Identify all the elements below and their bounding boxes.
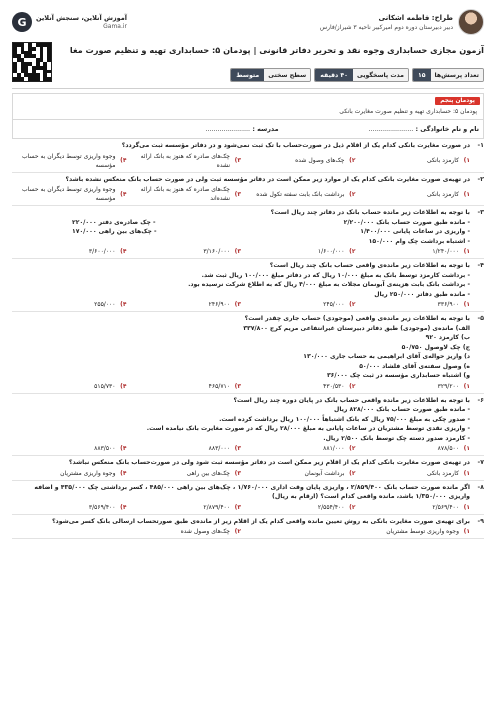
option-4[interactable]	[12, 382, 127, 391]
option-number: ۴)	[120, 248, 127, 255]
question-head	[12, 208, 484, 218]
option-text: برداشت بانک بابت سفته تکول شده	[256, 190, 345, 198]
data-line-right: - واریزی در ساعات پایانی ۱/۴۰۰/۰۰۰	[360, 228, 470, 235]
option-text: کارمزد بانکی	[426, 469, 459, 477]
option-text: ۳۳۶/۹۰۰	[437, 301, 459, 308]
option-2[interactable]	[241, 300, 356, 309]
option-4[interactable]	[12, 185, 127, 203]
question-4	[12, 259, 484, 312]
option-2[interactable]	[241, 247, 356, 256]
option-number: ۲)	[349, 445, 356, 452]
student-name-fill: ......................	[368, 125, 414, 133]
option-3[interactable]	[127, 382, 242, 391]
option-text: کارمزد بانکی	[426, 157, 459, 164]
option-text: ۸۸۳/۵۰۰	[94, 445, 116, 452]
school-fill: ......................	[205, 125, 251, 133]
data-line: و) اشتباه حسابداری مؤسسه در ثبت چک ۳۶/۰۰۰	[326, 372, 470, 379]
option-4[interactable]	[12, 247, 127, 256]
question-text: برای تهیه‌ی صورت مغایرت بانکی به روش تعیین مانده واقعی کدام یک از اقلام زیر از مانده‌ی طبق صورتحساب ارسالی بانک کسر می‌شود؟	[51, 517, 470, 525]
author-name: طراح: فاطمه اشکانی	[378, 13, 453, 22]
option-3[interactable]	[127, 469, 242, 478]
data-line-right: - مانده طبق صورت حساب بانک ۲/۲۰۰/۰۰۰	[343, 218, 470, 226]
data-line: - برداشت بانک بابت هزینه‌ی آبونمان مجلات به مبلغ ۴/۰۰۰ ریال که به اطلاع شرکت نرسیده بود.	[188, 281, 470, 288]
option-number: ۳)	[234, 248, 241, 255]
option-number: ۲)	[349, 469, 356, 477]
option-1[interactable]	[356, 469, 471, 478]
stat-1	[314, 68, 409, 82]
question-text: با توجه به اطلاعات زیر مانده واقعی حساب بانک در پایان دوره چند ریال است؟	[233, 396, 470, 404]
option-text: ۵۱۵/۷۳۰	[94, 382, 116, 390]
option-2[interactable]	[241, 185, 356, 203]
data-line-left: - چک صادره‌ی دفتر ۲۲۰/۰۰۰	[72, 218, 156, 226]
option-number: ۲)	[349, 382, 356, 390]
option-text: چک‌های صادره که هنوز به بانک ارائه نشده	[140, 152, 230, 169]
option-4[interactable]	[12, 444, 127, 453]
option-text: ۲۴۶/۹۰۰	[208, 301, 230, 308]
question-text: در تهیه‌ی صورت مغایرت بانکی کدام یک از موارد زیر ممکن است در دفاتر مؤسسه ثبت ولی در صورت حساب بانک منعکس نشده باشد؟	[65, 175, 470, 183]
student-name-label: نام و نام خانوادگی :	[415, 125, 479, 133]
option-number: ۳)	[234, 157, 241, 164]
option-number: ۳)	[234, 301, 241, 308]
data-line	[12, 218, 484, 228]
option-4[interactable]	[12, 300, 127, 309]
question-head	[12, 175, 484, 185]
question-number: ۸-	[477, 482, 484, 491]
question-text: اگر مانده صورت حساب بانک ۲/۸۵۹/۴۰۰ ، واریزی پایان وقت اداری ۱/۷۶۰/۰۰۰ ، چک‌های بین راهی ۴۸۵/۰۰۰ ، کسر برداشتی چک ۴۳۵/۰۰۰ و اضافه واریزی ۱/۳۵۰/۰۰۰ باشد، مانده واقعی کدام است؟ (ارقام به ریال)	[34, 483, 470, 500]
data-line: الف) مانده‌ی (موجودی) طبق دفاتر دبیرستان غیرانتفاعی مریم کرج ۳۳۷/۸۰۰	[243, 324, 470, 332]
option-1[interactable]	[356, 152, 471, 170]
question-head	[12, 141, 484, 151]
option-3[interactable]	[127, 152, 242, 170]
question-9	[12, 515, 484, 540]
question-head	[12, 261, 484, 271]
question-head	[12, 483, 484, 502]
divider	[12, 88, 484, 89]
option-text: وجوه واریزی توسط دیگران به حساب مؤسسه	[22, 152, 116, 169]
option-4[interactable]	[12, 503, 127, 512]
data-line: - صدور چکی به مبلغ ۷۵/۰۰۰ ریال که بانک اشتباهاً ۱۰۰/۰۰۰ ریال برداشت کرده است.	[219, 415, 470, 423]
question-3	[12, 206, 484, 259]
option-3[interactable]	[127, 300, 242, 309]
option-number: ۲)	[349, 503, 356, 511]
option-text: ۲۴۵/۰۰۰	[323, 301, 345, 308]
exam-title: آزمون مجازی حسابداری وجوه نقد و تحریر دفاتر قانونی | پودمان ۵: حسابداری تهیه و تنظیم صورت مغا	[69, 45, 484, 55]
question-list	[12, 139, 484, 539]
author-text	[320, 14, 453, 31]
option-number: ۳)	[234, 469, 241, 477]
option-number: ۴)	[120, 157, 127, 164]
option-text: برداشت آبونمان	[304, 469, 345, 477]
options	[12, 503, 484, 512]
section-tag: پودمان پنجم	[435, 97, 480, 105]
question-number: ۶-	[477, 395, 484, 404]
option-number: ۱)	[463, 157, 470, 164]
question-text: با توجه به اطلاعات زیر مانده‌ی واقعی (موجودی) حساب جاری چقدر است؟	[244, 315, 470, 322]
question-number: ۵-	[477, 314, 484, 322]
option-number: ۲)	[234, 528, 241, 535]
option-3[interactable]	[127, 444, 242, 453]
option-1[interactable]	[241, 527, 470, 536]
brand-block	[12, 12, 127, 32]
option-2[interactable]	[241, 152, 356, 170]
option-4[interactable]	[12, 469, 127, 478]
option-text: ۴۳۰/۵۳۰	[323, 382, 345, 390]
stat-0	[412, 68, 484, 82]
question-8	[12, 481, 484, 515]
option-text: ۳/۶۰۰/۰۰۰	[88, 248, 116, 255]
option-2[interactable]	[12, 527, 241, 536]
option-text: ۲/۸۷۹/۴۰۰	[203, 503, 230, 511]
data-line: - مانده طبق صورت حساب بانک ۸۲۸/۰۰۰ ریال	[334, 406, 470, 413]
option-3[interactable]	[127, 247, 242, 256]
question-text: با توجه به اطلاعات زیر مانده حساب بانک در دفاتر چند ریال است؟	[270, 209, 470, 216]
stat-label: تعداد پرسش‌ها	[431, 69, 483, 81]
option-number: ۴)	[120, 301, 127, 308]
option-text: ۸۸۳/۰۰۰	[208, 445, 230, 452]
option-2[interactable]	[241, 444, 356, 453]
data-line: ج) چک لاوصول ۵۰/۷۵۰	[401, 343, 470, 351]
option-number: ۴)	[120, 382, 127, 390]
option-2[interactable]	[241, 382, 356, 391]
option-text: وجوه واریزی مشتریان	[60, 469, 116, 477]
option-text: چک‌های صادره که هنوز به بانک ارائه نشده‌اند	[140, 186, 230, 202]
brand-site: Gama.ir	[103, 23, 128, 30]
question-number: ۴-	[477, 261, 484, 269]
option-number: ۴)	[120, 445, 127, 452]
option-number: ۳)	[234, 382, 241, 390]
question-head	[12, 314, 484, 324]
option-2[interactable]	[241, 503, 356, 512]
option-number: ۱)	[463, 190, 470, 198]
option-3[interactable]	[127, 503, 242, 512]
question-text: با توجه به اطلاعات زیر مانده‌ی واقعی حساب بانک چند ریال است؟	[269, 262, 470, 269]
brand-logo-icon: G	[12, 12, 32, 32]
stat-value: متوسط	[231, 69, 264, 81]
data-line	[12, 237, 484, 247]
option-number: ۱)	[463, 248, 470, 255]
option-number: ۳)	[234, 503, 241, 511]
option-text: چک‌های وصول شده	[295, 157, 345, 164]
option-4[interactable]	[12, 152, 127, 170]
option-3[interactable]	[127, 185, 242, 203]
question-7	[12, 456, 484, 481]
question-head	[12, 517, 484, 527]
option-text: ۳/۵۶۹/۴۰۰	[88, 503, 116, 511]
question-5	[12, 312, 484, 394]
question-head	[12, 458, 484, 468]
option-2[interactable]	[241, 469, 356, 478]
option-number: ۱)	[463, 469, 470, 477]
option-number: ۳)	[234, 445, 241, 452]
option-number: ۴)	[120, 469, 127, 477]
qr-code-icon	[12, 42, 52, 82]
data-line: د) واریز حواله‌ی آقای ابراهیمی به حساب جاری ۱۳۰/۰۰۰	[303, 353, 470, 360]
option-text: کارمزد بانکی	[426, 190, 459, 198]
option-text: ۲/۵۵۴/۴۰۰	[317, 503, 345, 511]
data-line: - کارمزد صدور دسته چک توسط بانک ۲/۵۰۰ ریال.	[323, 434, 470, 442]
stat-label: سطح سختی	[264, 69, 310, 81]
option-number: ۴)	[120, 503, 127, 511]
brand-text	[36, 14, 127, 30]
option-number: ۲)	[349, 157, 356, 164]
option-number: ۱)	[463, 382, 470, 390]
options	[12, 247, 484, 256]
question-text: در تهیه‌ی صورت مغایرت بانکی کدام یک از اقلام زیر ممکن است در دفاتر مؤسسه ثبت شود ولی در صورت‌حساب بانک منعکس نباشد؟	[68, 459, 470, 466]
option-number: ۳)	[234, 190, 241, 198]
option-text: ۳۲۹/۲۰۰	[437, 382, 459, 390]
data-line	[12, 227, 484, 237]
options	[12, 382, 484, 391]
options	[12, 469, 484, 478]
option-1[interactable]	[356, 247, 471, 256]
option-text: ۱/۲۴۰/۰۰۰	[432, 248, 459, 255]
data-line-right: - اشتباه برداشت چک وام ۱۵۰/۰۰۰	[368, 237, 470, 245]
option-text: وجوه واریزی توسط دیگران به حساب مؤسسه	[22, 186, 116, 202]
option-text: ۳/۱۶۰/۰۰۰	[203, 248, 230, 255]
option-1[interactable]	[356, 444, 471, 453]
question-2	[12, 173, 484, 207]
option-number: ۴)	[120, 190, 127, 198]
author-block	[320, 9, 484, 35]
school-field[interactable]	[205, 125, 278, 133]
option-text: ۱/۶۰۰/۰۰۰	[317, 248, 345, 255]
question-head	[12, 396, 484, 406]
option-text: ۴۶۵/۷۱۰	[208, 382, 230, 390]
stat-2	[230, 68, 311, 82]
option-1[interactable]	[356, 185, 471, 203]
school-label: مدرسه :	[252, 125, 279, 133]
options	[12, 444, 484, 453]
option-number: ۱)	[463, 301, 470, 308]
stat-value: ۴۰ دقیقه	[315, 69, 353, 81]
brand-name: آموزش آنلاین، سنجش آنلاین	[36, 14, 128, 22]
section-box	[12, 93, 484, 120]
option-1[interactable]	[356, 503, 471, 512]
options	[12, 185, 484, 203]
data-line: - واریزی نقدی توسط مشتریان در ساعات پایانی به مبلغ ۲۸/۰۰۰ ریال که در صورت مغایرت بانک نیامده است.	[146, 425, 470, 432]
data-line: ه) وصول سفته‌ی آقای فلشاد ۵۰/۰۰۰	[359, 362, 470, 370]
question-number: ۲-	[477, 174, 484, 183]
question-1	[12, 139, 484, 173]
exam-stats	[12, 68, 484, 82]
section-subtitle: پودمان ۵: حسابداری تهیه و تنظیم صورت مغایرت بانکی	[339, 108, 477, 115]
student-info	[12, 120, 484, 139]
data-line-left: - چک‌های بین راهی ۱۷۰/۰۰۰	[72, 228, 157, 235]
option-text: وجوه واریزی توسط مشتریان	[386, 528, 459, 535]
option-text: ۸۸۱/۰۰۰	[323, 445, 345, 452]
options	[12, 527, 484, 536]
option-text: ۸۷۸/۵۰۰	[437, 445, 459, 452]
data-line: - برداشت کارمزد توسط بانک به مبلغ ۱۰/۰۰۰ ریال که در دفاتر مبلغ ۱۰۰/۰۰۰ ریال ثبت شد.	[201, 271, 470, 279]
option-number: ۱)	[463, 445, 470, 452]
data-line: - مانده طبق دفاتر ۲۵۰/۰۰۰ ریال	[374, 290, 470, 298]
options	[12, 152, 484, 170]
option-number: ۱)	[463, 503, 470, 511]
author-role: دبیر دبیرستان دوره دوم امیرکبیر ناحیه ۳ شیراز/فارس	[319, 23, 453, 31]
option-number: ۱)	[463, 528, 470, 535]
options	[12, 300, 484, 309]
author-avatar	[458, 9, 484, 35]
data-line: ب) کارمزد ۹۲۰	[425, 334, 470, 341]
stat-value: ۱۵	[413, 69, 431, 81]
option-number: ۲)	[349, 190, 356, 198]
question-number: ۳-	[477, 208, 484, 216]
question-number: ۱-	[477, 141, 484, 149]
option-text: ۲/۵۶۹/۴۰۰	[432, 503, 459, 511]
option-number: ۲)	[349, 248, 356, 255]
stat-label: مدت پاسخگویی	[353, 69, 408, 81]
question-number: ۷-	[477, 458, 484, 466]
student-name-field[interactable]	[369, 125, 479, 133]
question-text: در صورت مغایرت بانکی کدام یک از اقلام ذیل در صورت‌حساب با تک ثبت نمی‌شود و در دفاتر مؤسسه ثبت می‌گردد؟	[121, 142, 470, 149]
option-1[interactable]	[356, 300, 471, 309]
option-text: چک‌های وصول شده	[180, 528, 230, 535]
option-number: ۲)	[349, 301, 356, 308]
option-text: ۲۵۵/۰۰۰	[94, 301, 116, 308]
question-6	[12, 394, 484, 457]
option-text: چک‌های بین راهی	[186, 469, 230, 477]
option-1[interactable]	[356, 382, 471, 391]
question-number: ۹-	[477, 516, 484, 525]
page-header	[12, 4, 484, 40]
